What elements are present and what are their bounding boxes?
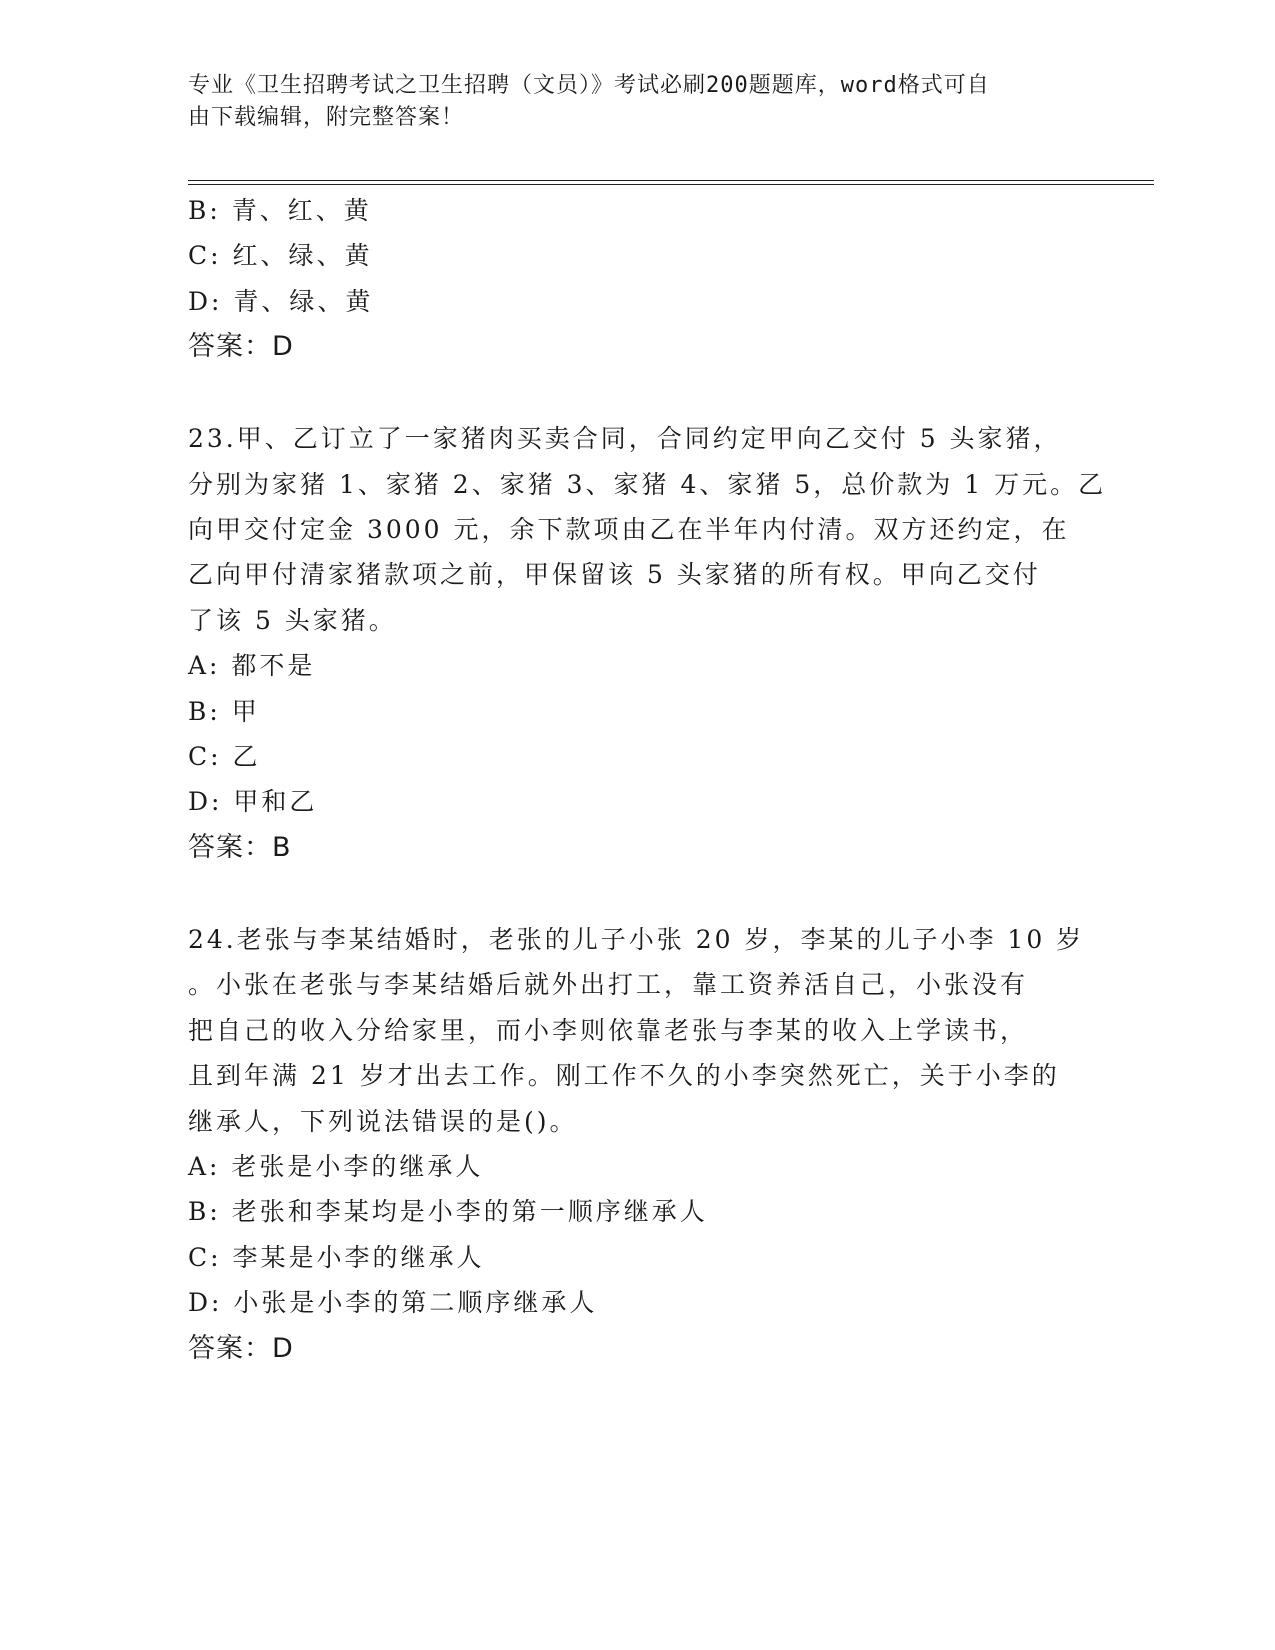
question-stem-line: 乙向甲付清家猪款项之前，甲保留该 5 头家猪的所有权。甲向乙交付 <box>188 560 1041 590</box>
header-divider-top <box>188 180 1154 181</box>
option-a: A: 都不是 <box>188 651 316 681</box>
question-stem-line: 把自己的收入分给家里，而小李则依靠老张与李某的收入上学读书， <box>188 1015 1029 1045</box>
answer: 答案：D <box>188 1332 294 1364</box>
question-stem-line: 继承人，下列说法错误的是()。 <box>188 1106 578 1136</box>
answer: 答案：D <box>188 331 294 363</box>
option-c: C: 乙 <box>188 742 261 772</box>
question-stem-line: 24.老张与李某结婚时，老张的儿子小张 20 岁，李某的儿子小李 10 岁 <box>188 924 1085 954</box>
option-b: B: 老张和李某均是小李的第一顺序继承人 <box>188 1197 708 1227</box>
document-body <box>188 188 1107 1372</box>
question-stem-line: 了该 5 头家猪。 <box>188 605 397 635</box>
header-line-2: 由下载编辑，附完整答案！ <box>188 105 465 130</box>
option-d: D: 青、绿、黄 <box>188 286 374 316</box>
header-line-1: 专业《卫生招聘考试之卫生招聘（文员）》考试必刷200题题库，word格式可自 <box>188 73 990 98</box>
question-stem-line: 分别为家猪 1、家猪 2、家猪 3、家猪 4、家猪 5，总价款为 1 万元。乙 <box>188 469 1107 499</box>
header-divider-bottom <box>188 184 1154 185</box>
spacer <box>188 871 1088 917</box>
option-b: B: 甲 <box>188 696 260 726</box>
question-stem-line: 。小张在老张与李某结婚后就外出打工，靠工资养活自己，小张没有 <box>188 970 1029 1000</box>
question-stem-line: 23.甲、乙订立了一家猪肉买卖合同，合同约定甲向乙交付 5 头家猪， <box>188 424 1062 454</box>
question-22-tail <box>188 188 1088 370</box>
question-23 <box>188 416 1107 871</box>
question-stem-line: 且到年满 21 岁才出去工作。刚工作不久的小李突然死亡，关于小李的 <box>188 1061 1060 1091</box>
option-a: A: 老张是小李的继承人 <box>188 1151 484 1181</box>
question-24 <box>188 917 1088 1372</box>
option-d: D: 小张是小李的第二顺序继承人 <box>188 1288 598 1318</box>
option-d: D: 甲和乙 <box>188 787 318 817</box>
spacer <box>188 370 1088 416</box>
option-b: B: 青、红、黄 <box>188 196 372 225</box>
question-stem-line: 向甲交付定金 3000 元，余下款项由乙在半年内付清。双方还约定，在 <box>188 515 1070 545</box>
option-c: C: 李某是小李的继承人 <box>188 1242 485 1272</box>
document-header <box>188 70 1068 134</box>
answer: 答案：B <box>188 831 292 863</box>
option-c: C: 红、绿、黄 <box>188 241 373 271</box>
